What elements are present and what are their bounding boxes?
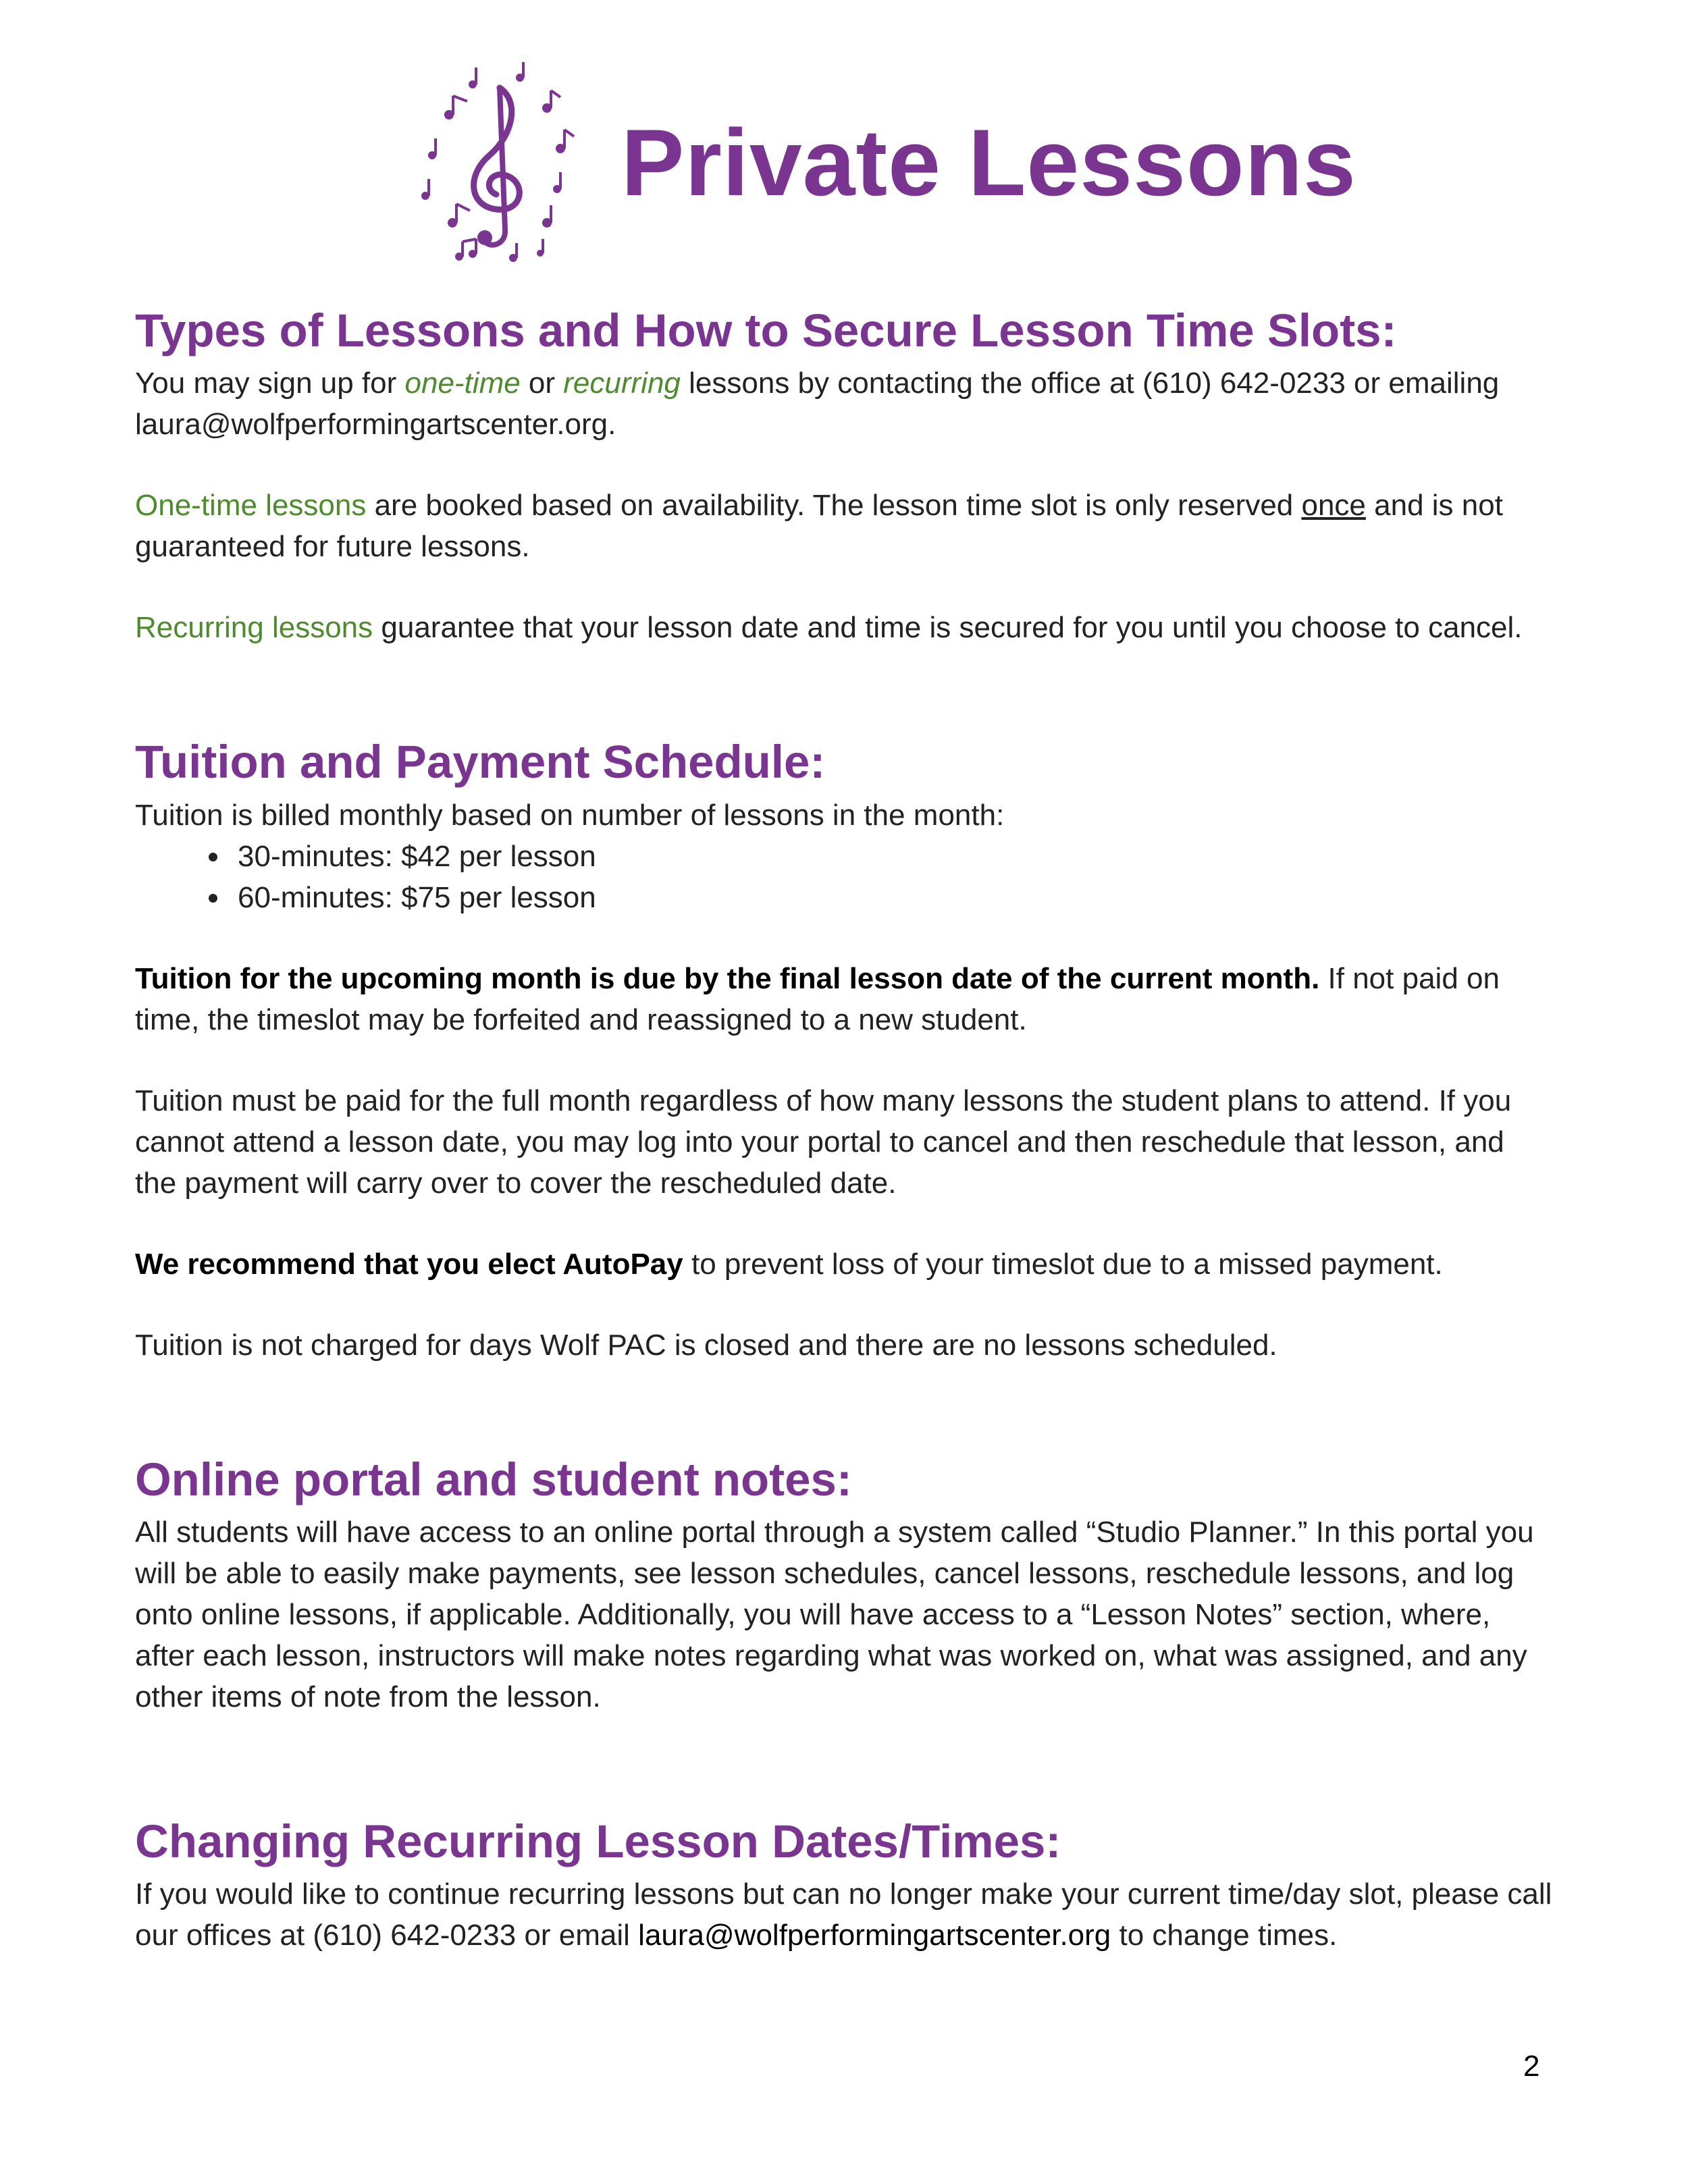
text-run: or (520, 367, 564, 400)
text-run: You may sign up for (135, 367, 405, 400)
paragraph-changing (135, 1873, 1553, 1956)
text-run: If not paid on time, the timeslot may be forfeited and reassigned to a new student. (135, 961, 1500, 1036)
text-run: are booked based on availability. The lesson time slot is only reserved (366, 489, 1302, 523)
section-heading: Tuition and Payment Schedule: (135, 736, 826, 789)
paragraph-closed-days: Tuition is not charged for days Wolf PAC is closed and there are no lessons scheduled. (135, 1328, 1277, 1362)
paragraph-due-date (135, 958, 1553, 1040)
section-heading: Changing Recurring Lesson Dates/Times: (135, 1815, 1061, 1868)
text-run: to prevent loss of your timeslot due to a missed payment. (683, 1247, 1443, 1281)
page-number: 2 (1523, 2050, 1540, 2083)
tuition-rate-list (135, 836, 1553, 918)
text-run: If you would like to continue recurring lessons but can no longer make your current time/day slot, please call our offices at (610) 642-0233 or email (135, 1877, 1552, 1952)
paragraph-portal: All students will have access to an online portal through a system called “Studio Planner.” In this portal you will be able to easily make payments, see lesson schedules, cancel lessons, reschedule lessons, and log onto online lessons, if applicable. Additionally, you will have access to a “Lesson Notes” section, where, after each lesson, instructors will make notes regarding what was worked on, what was assigned, and any other items of note from the lesson. (135, 1516, 1534, 1714)
section-heading: Online portal and student notes: (135, 1453, 852, 1506)
paragraph-one-time (135, 485, 1553, 567)
text-recurring: recurring (563, 367, 681, 400)
text-run: to change times. (1111, 1919, 1338, 1952)
section-changing-dates (135, 1815, 1553, 1956)
section-online-portal (135, 1453, 1553, 1717)
list-item: • 30-minutes: $42 per lesson (231, 836, 1553, 877)
paragraph-autopay (135, 1244, 1553, 1285)
paragraph-tuition-intro: Tuition is billed monthly based on number of lessons in the month: (135, 798, 1005, 832)
list-item: • 60-minutes: $75 per lesson (231, 877, 1553, 918)
document-body (135, 304, 1553, 1996)
treble-clef-music-notes-icon (412, 61, 587, 270)
page-title: Private Lessons (621, 109, 1356, 215)
email-link[interactable]: laura@wolfperformingartscenter.org (638, 1919, 1111, 1952)
paragraph-signup (135, 363, 1553, 445)
text-run: lessons by contacting the office at (610) 642-0233 or emailing laura@wolfperformingartscenter.org. (135, 367, 1500, 442)
text-run: guarantee that your lesson date and time is secured for you until you choose to cancel. (373, 611, 1523, 645)
page-header (405, 61, 1356, 277)
text-run: and is not guaranteed for future lessons. (135, 489, 1503, 564)
paragraph-full-month: Tuition must be paid for the full month regardless of how many lessons the student plans to attend. If you cannot attend a lesson date, you may log into your portal to cancel and then reschedule that lesson, and the payment will carry over to cover the rescheduled date. (135, 1084, 1512, 1200)
label-recurring-lessons: Recurring lessons (135, 611, 373, 645)
section-heading: Types of Lessons and How to Secure Lesson Time Slots: (135, 304, 1397, 356)
text-bold: We recommend that you elect AutoPay (135, 1247, 683, 1281)
text-once: once (1301, 489, 1366, 523)
text-one-time: one-time (404, 367, 521, 400)
paragraph-recurring (135, 607, 1553, 648)
section-types-of-lessons (135, 304, 1553, 648)
section-tuition (135, 735, 1553, 1365)
text-bold: Tuition for the upcoming month is due by the final lesson date of the current month. (135, 961, 1320, 995)
label-one-time-lessons: One-time lessons (135, 489, 367, 523)
